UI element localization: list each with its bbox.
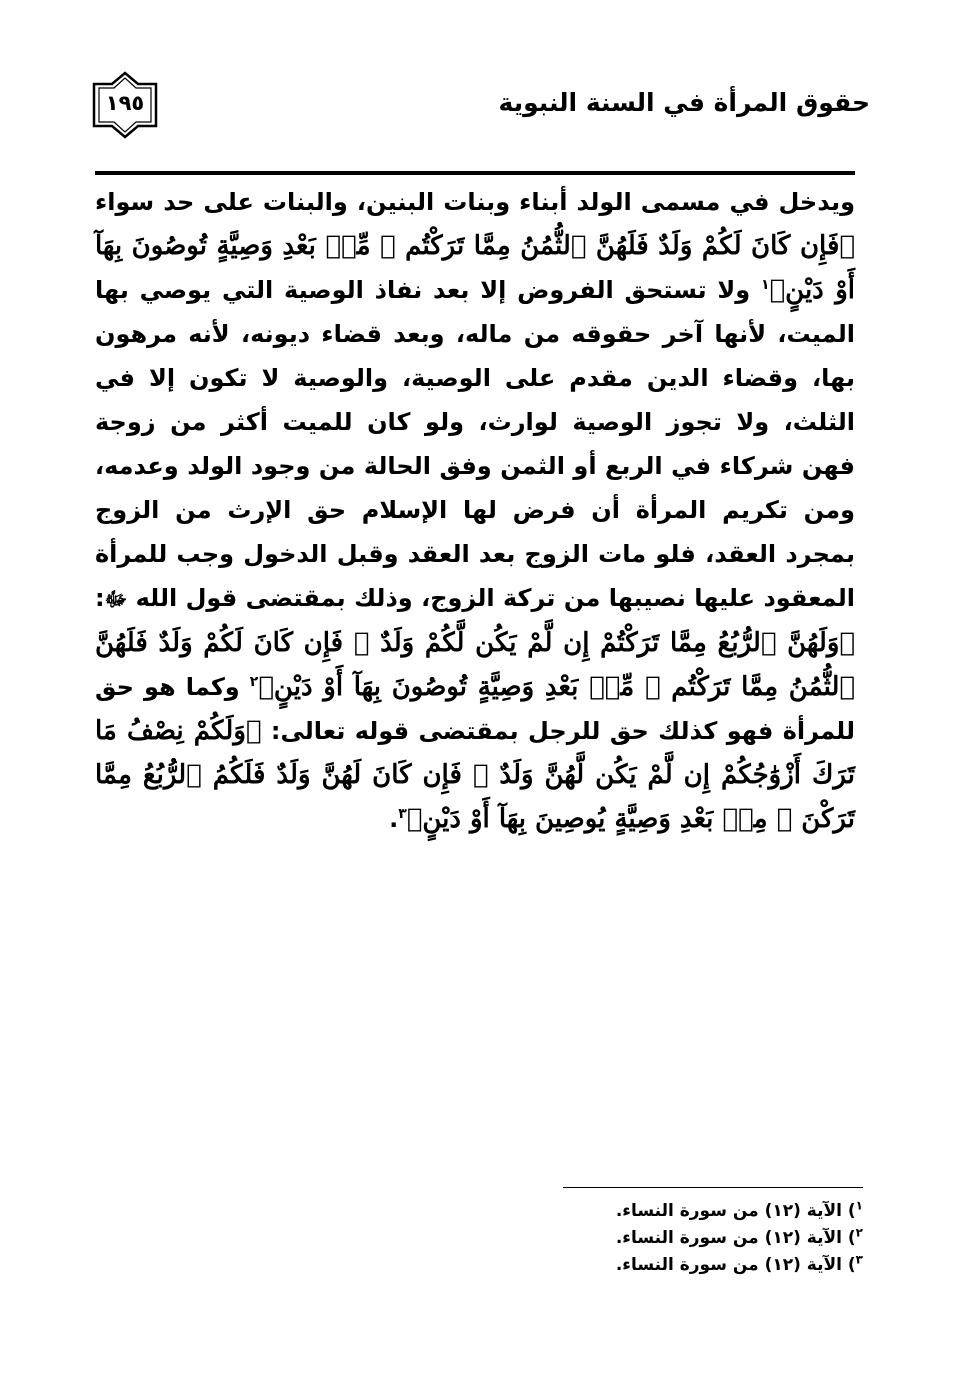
footnote-number: ٣: [855, 1252, 863, 1267]
footnote-ref-1[interactable]: ١: [761, 277, 770, 293]
quran-verse-1: ﴿فَإِن كَانَ لَكُمْ وَلَدٌ فَلَهُنَّ ٱلثُّمُنُ مِمَّا تَرَكْتُم ۚ مِّنۢ بَعْدِ وَصِيَّةٍ تُوصُونَ بِهَآ أَوْ دَيْنٍ﴾: [95, 231, 856, 305]
honorific-glyph: ﷻ: [104, 587, 128, 611]
page-number-badge: [90, 70, 160, 140]
paragraph: [95, 180, 855, 841]
footnote-item: [443, 1198, 863, 1225]
footnote-number: ١: [855, 1198, 863, 1213]
footnote-divider: [563, 1187, 863, 1188]
running-header: [80, 70, 870, 150]
header-title: حقوق المرأة في السنة النبوية: [498, 88, 870, 117]
text-segment: ولا تستحق الفروض إلا بعد نفاذ الوصية التي يوصي بها الميت، لأنها آخر حقوقه من ماله، وبعد قضاء ديونه، لأنه مرهون بها، وقضاء الدين مقدم على الوصية، والوصية لا تكون إلا في الثلث، ولا تجوز الوصية لوارث، ولو كان للميت أكثر من زوجة فهن شركاء في الربع أو الثمن وفق الحالة من وجود الولد وعدمه، ومن تكريم المرأة أن فرض لها الإسلام حق الإرث من الزوج بمجرد العقد، فلو مات الزوج بعد العقد وقبل الدخول وجب للمرأة المعقود عليها نصيبها من تركة الزوج، وذلك بمقتضى قول الله: [95, 276, 855, 612]
quran-verse-2: ﴿وَلَهُنَّ ٱلرُّبُعُ مِمَّا تَرَكْتُمْ إِن لَّمْ يَكُن لَّكُمْ وَلَدٌ ۚ فَإِن كَانَ لَكُمْ وَلَدٌ فَلَهُنَّ ٱلثُّمُنُ مِمَّا تَرَكْتُم ۚ مِّنۢ بَعْدِ وَصِيَّةٍ تُوصُونَ بِهَآ أَوْ دَيْنٍ﴾: [95, 628, 855, 702]
footnote-text: ) الآية (١٢) من سورة النساء.: [615, 1201, 856, 1221]
footnote-text: ) الآية (١٢) من سورة النساء.: [615, 1255, 856, 1275]
footnote-item: [443, 1225, 863, 1252]
main-text: [95, 180, 855, 841]
text-segment: وكما هو حق للمرأة فهو كذلك حق للرجل بمقتضى قوله تعالى:: [95, 673, 855, 745]
footnote-ref-3[interactable]: ٣: [398, 806, 407, 822]
quran-verse-3: ﴿وَلَكُمْ نِصْفُ مَا تَرَكَ أَزْوَٰجُكُمْ إِن لَّمْ يَكُن لَّهُنَّ وَلَدٌ ۚ فَإِن كَانَ لَهُنَّ وَلَدٌ فَلَكُمُ ٱلرُّبُعُ مِمَّا تَرَكْنَ ۚ مِنۢ بَعْدِ وَصِيَّةٍ يُوصِينَ بِهَآ أَوْ دَيْنٍ﴾: [95, 716, 855, 834]
text-segment: .: [389, 805, 399, 833]
footnote-text: ) الآية (١٢) من سورة النساء.: [615, 1228, 856, 1248]
text-segment: ويدخل في مسمى الولد أبناء وبنات البنين، والبنات على حد سواء: [95, 188, 855, 216]
footnote-ref-2[interactable]: ٢: [249, 674, 259, 690]
page-number: ١٩٥: [105, 91, 145, 115]
footnote-item: [443, 1252, 863, 1279]
text-segment: :: [95, 584, 105, 612]
header-divider: [95, 171, 855, 175]
footnotes: [443, 1198, 863, 1279]
footnote-number: ٢: [855, 1225, 863, 1240]
